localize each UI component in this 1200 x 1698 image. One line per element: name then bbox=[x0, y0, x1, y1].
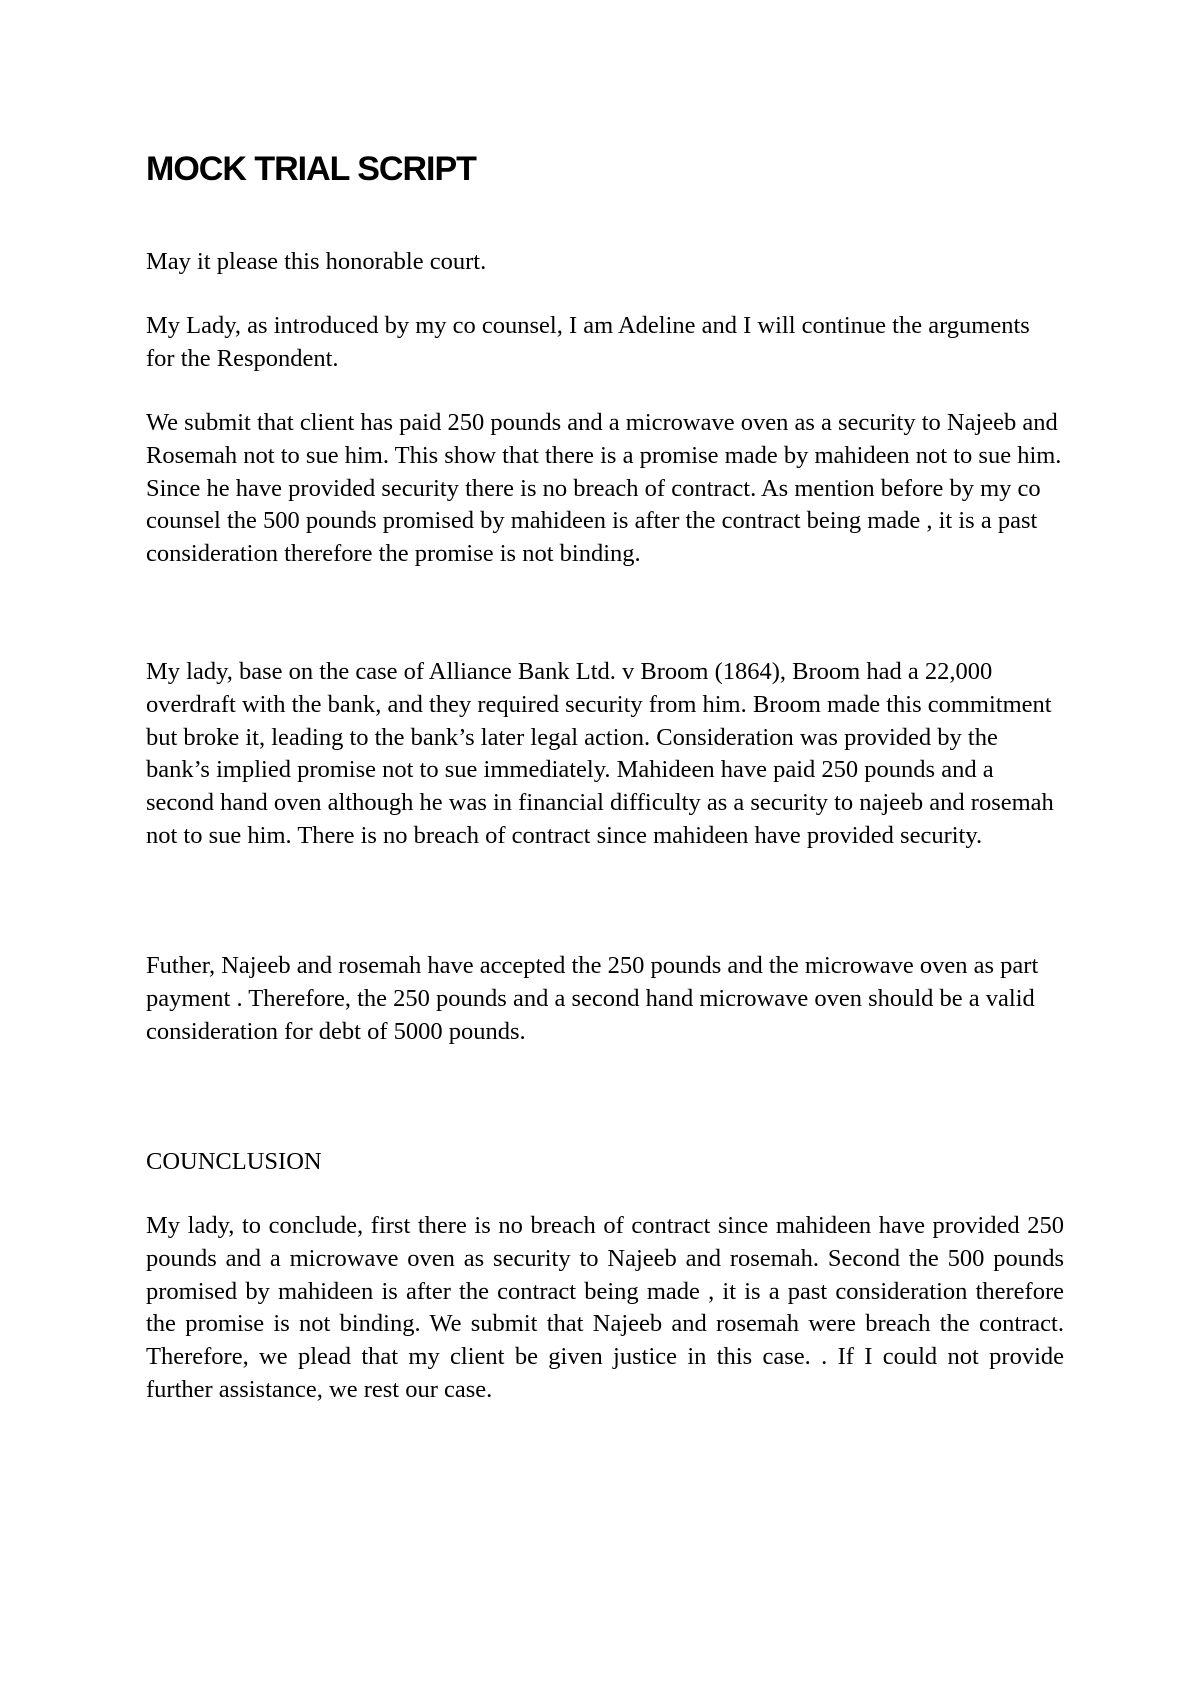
introduction-paragraph: My Lady, as introduced by my co counsel, I am Adeline and I will continue the arguments for the Respondent. bbox=[146, 312, 1030, 372]
submission-paragraph: We submit that client has paid 250 pounds and a microwave oven as a security to Najeeb and Rosemah not to sue him. This show that there is a promise made by mahideen not to sue him. Since he have provided security there is no breach of contract. As mention before by my co counsel the 500 pounds promised by mahideen is after the contract being made , it is a past consideration therefore the promise is not binding. bbox=[146, 409, 1062, 568]
page-title: MOCK TRIAL SCRIPT bbox=[146, 150, 476, 188]
conclusion-heading: COUNCLUSION bbox=[146, 1148, 322, 1175]
part-payment-paragraph: Futher, Najeeb and rosemah have accepted the 250 pounds and the microwave oven as part payment . Therefore, the 250 pounds and a second hand microwave oven should be a valid consideration for debt of 5000 pounds. bbox=[146, 952, 1039, 1045]
opening-paragraph: May it please this honorable court. bbox=[146, 248, 487, 275]
case-law-paragraph: My lady, base on the case of Alliance Bank Ltd. v Broom (1864), Broom had a 22,000 overdraft with the bank, and they required security from him. Broom made this commitment but broke it, leading to the bank’s later legal action. Consideration was provided by the bank’s implied promise not to sue immediately. Mahideen have paid 250 pounds and a second hand oven although he was in financial difficulty as a security to najeeb and rosemah not to sue him. There is no breach of contract since mahideen have provided security. bbox=[146, 658, 1054, 849]
conclusion-paragraph: My lady, to conclude, first there is no breach of contract since mahideen have provided 250 pounds and a microwave oven as security to Najeeb and rosemah. Second the 500 pounds promised by mahideen is after the contract being made , it is a past consideration therefore the promise is not binding. We submit that Najeeb and rosemah were breach the contract. Therefore, we plead that my client be given justice in this case. . If I could not provide further assistance, we rest our case. bbox=[146, 1212, 1064, 1403]
